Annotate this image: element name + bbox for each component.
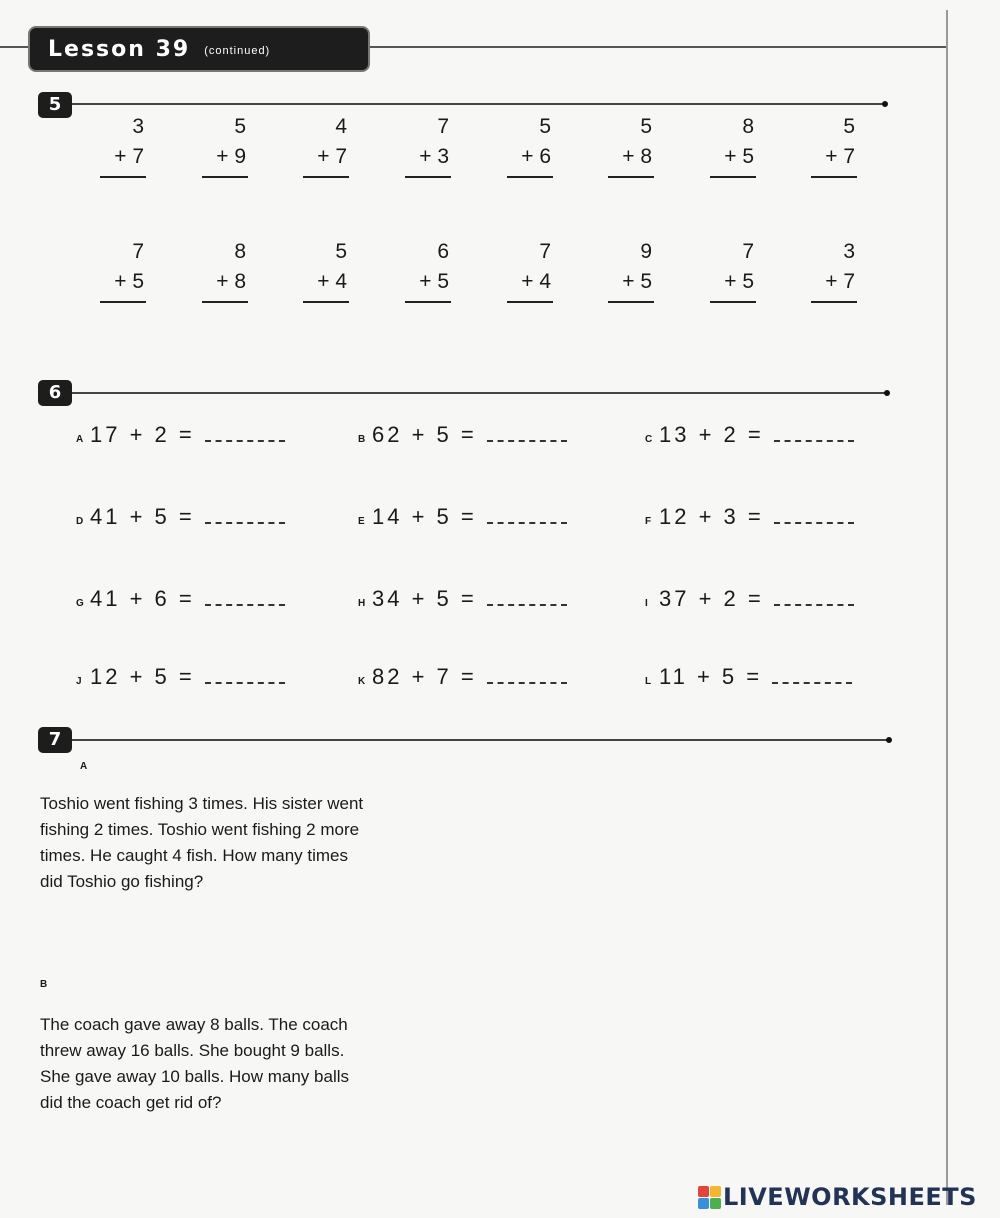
addend-bottom: + 5 xyxy=(724,145,754,168)
question-a-text xyxy=(40,791,460,895)
section-6-rule-dot xyxy=(884,390,890,396)
equation-letter: H xyxy=(358,598,366,609)
sum-line xyxy=(507,301,553,303)
sum-line xyxy=(100,176,146,178)
equation-letter: K xyxy=(358,676,366,687)
addend-top: 5 xyxy=(234,115,246,138)
liveworksheets-wordmark: LIVEWORKSHEETS xyxy=(723,1183,977,1211)
equation-f xyxy=(645,504,854,530)
question-b-letter: B xyxy=(40,979,48,990)
sum-line xyxy=(710,301,756,303)
addend-bottom: + 7 xyxy=(825,145,855,168)
page-edge-line xyxy=(946,10,948,1205)
answer-blank[interactable] xyxy=(774,510,854,524)
addition-problem xyxy=(598,112,658,178)
addend-bottom: + 7 xyxy=(114,145,144,168)
question-b-line: threw away 16 balls. She bought 9 balls. xyxy=(40,1041,345,1060)
answer-blank[interactable] xyxy=(205,670,285,684)
question-b-line: did the coach get rid of? xyxy=(40,1093,222,1112)
sum-line xyxy=(202,176,248,178)
sum-line xyxy=(608,301,654,303)
addend-top: 7 xyxy=(437,115,449,138)
question-a-line: Toshio went fishing 3 times. His sister went xyxy=(40,794,364,813)
equation-expression: 37 + 2 = xyxy=(659,586,764,611)
addend-top: 5 xyxy=(843,115,855,138)
addend-bottom: + 5 xyxy=(419,270,449,293)
sum-line xyxy=(100,301,146,303)
addend-bottom: + 4 xyxy=(521,270,551,293)
section-5-badge: 5 xyxy=(38,92,72,118)
answer-blank[interactable] xyxy=(487,670,567,684)
addend-bottom: + 6 xyxy=(521,145,551,168)
addend-bottom: + 7 xyxy=(825,270,855,293)
equation-expression: 34 + 5 = xyxy=(372,586,477,611)
addend-top: 3 xyxy=(132,115,144,138)
sum-line xyxy=(710,176,756,178)
equation-g xyxy=(76,586,285,612)
sum-line xyxy=(608,176,654,178)
addend-top: 6 xyxy=(437,240,449,263)
section-7-badge: 7 xyxy=(38,727,72,753)
section-5-rule xyxy=(72,103,884,105)
addend-top: 7 xyxy=(132,240,144,263)
equation-expression: 12 + 5 = xyxy=(90,664,195,689)
equation-expression: 41 + 6 = xyxy=(90,586,195,611)
equation-expression: 82 + 7 = xyxy=(372,664,477,689)
liveworksheets-icon xyxy=(698,1186,721,1209)
addition-problem xyxy=(801,237,861,303)
logo-tile xyxy=(698,1198,709,1209)
answer-blank[interactable] xyxy=(205,428,285,442)
section-7-rule-dot xyxy=(886,737,892,743)
addition-problem xyxy=(700,237,760,303)
equation-j xyxy=(76,664,285,690)
equation-letter: D xyxy=(76,516,84,527)
equation-expression: 14 + 5 = xyxy=(372,504,477,529)
equation-d xyxy=(76,504,285,530)
addition-problem xyxy=(395,112,455,178)
sum-line xyxy=(202,301,248,303)
section-6-badge: 6 xyxy=(38,380,72,406)
equation-b xyxy=(358,422,567,448)
addend-top: 5 xyxy=(335,240,347,263)
addend-bottom: + 5 xyxy=(114,270,144,293)
equation-expression: 41 + 5 = xyxy=(90,504,195,529)
sum-line xyxy=(405,301,451,303)
addend-bottom: + 5 xyxy=(724,270,754,293)
addend-bottom: + 8 xyxy=(216,270,246,293)
addition-problem xyxy=(395,237,455,303)
addition-problem xyxy=(293,112,353,178)
addend-bottom: + 9 xyxy=(216,145,246,168)
question-a-line: did Toshio go fishing? xyxy=(40,872,204,891)
logo-tile xyxy=(710,1198,721,1209)
addend-top: 3 xyxy=(843,240,855,263)
equation-i xyxy=(645,586,854,612)
addend-top: 8 xyxy=(234,240,246,263)
lesson-header xyxy=(28,26,370,72)
answer-blank[interactable] xyxy=(774,592,854,606)
sum-line xyxy=(303,176,349,178)
addition-problem xyxy=(700,112,760,178)
lesson-subtitle: (continued) xyxy=(204,45,271,57)
equation-letter: L xyxy=(645,676,652,687)
answer-blank[interactable] xyxy=(772,670,852,684)
equation-letter: I xyxy=(645,598,648,609)
addend-bottom: + 5 xyxy=(622,270,652,293)
addition-problem xyxy=(90,112,150,178)
section-7-rule xyxy=(72,739,887,741)
equation-letter: G xyxy=(76,598,84,609)
equation-k xyxy=(358,664,567,690)
addend-top: 8 xyxy=(742,115,754,138)
addition-problem xyxy=(598,237,658,303)
logo-tile xyxy=(698,1186,709,1197)
equation-e xyxy=(358,504,567,530)
sum-line xyxy=(811,301,857,303)
lesson-title: Lesson 39 xyxy=(48,36,191,62)
addend-top: 4 xyxy=(335,115,347,138)
equation-expression: 12 + 3 = xyxy=(659,504,764,529)
equation-expression: 13 + 2 = xyxy=(659,422,764,447)
equation-letter: B xyxy=(358,434,366,445)
sum-line xyxy=(405,176,451,178)
question-a-letter: A xyxy=(80,761,88,772)
sum-line xyxy=(507,176,553,178)
question-b-line: The coach gave away 8 balls. The coach xyxy=(40,1015,348,1034)
addition-problem xyxy=(497,237,557,303)
section-6-rule xyxy=(72,392,887,394)
question-b-text xyxy=(40,1012,460,1116)
equation-letter: J xyxy=(76,676,82,687)
liveworksheets-logo xyxy=(698,1183,977,1211)
section-5-rule-dot xyxy=(882,101,888,107)
equation-letter: A xyxy=(76,434,84,445)
addend-top: 5 xyxy=(640,115,652,138)
answer-blank[interactable] xyxy=(205,510,285,524)
equation-letter: C xyxy=(645,434,653,445)
question-b-line: She gave away 10 balls. How many balls xyxy=(40,1067,349,1086)
addition-problem xyxy=(497,112,557,178)
addend-bottom: + 3 xyxy=(419,145,449,168)
equation-l xyxy=(645,664,852,690)
logo-tile xyxy=(710,1186,721,1197)
answer-blank[interactable] xyxy=(487,510,567,524)
addend-top: 7 xyxy=(742,240,754,263)
equation-h xyxy=(358,586,567,612)
equation-expression: 17 + 2 = xyxy=(90,422,195,447)
answer-blank[interactable] xyxy=(774,428,854,442)
addition-problem xyxy=(90,237,150,303)
sum-line xyxy=(303,301,349,303)
equation-a xyxy=(76,422,285,448)
equation-c xyxy=(645,422,854,448)
equation-letter: E xyxy=(358,516,365,527)
answer-blank[interactable] xyxy=(487,592,567,606)
addition-problem xyxy=(192,112,252,178)
addend-bottom: + 7 xyxy=(317,145,347,168)
answer-blank[interactable] xyxy=(487,428,567,442)
question-a-line: times. He caught 4 fish. How many times xyxy=(40,846,349,865)
equation-expression: 11 + 5 = xyxy=(659,664,763,689)
addend-bottom: + 4 xyxy=(317,270,347,293)
equation-expression: 62 + 5 = xyxy=(372,422,477,447)
sum-line xyxy=(811,176,857,178)
addend-bottom: + 8 xyxy=(622,145,652,168)
addition-problem xyxy=(192,237,252,303)
addition-problem xyxy=(801,112,861,178)
addend-top: 9 xyxy=(640,240,652,263)
addend-top: 5 xyxy=(539,115,551,138)
addend-top: 7 xyxy=(539,240,551,263)
question-a-line: fishing 2 times. Toshio went fishing 2 more xyxy=(40,820,360,839)
equation-letter: F xyxy=(645,516,652,527)
answer-blank[interactable] xyxy=(205,592,285,606)
addition-problem xyxy=(293,237,353,303)
